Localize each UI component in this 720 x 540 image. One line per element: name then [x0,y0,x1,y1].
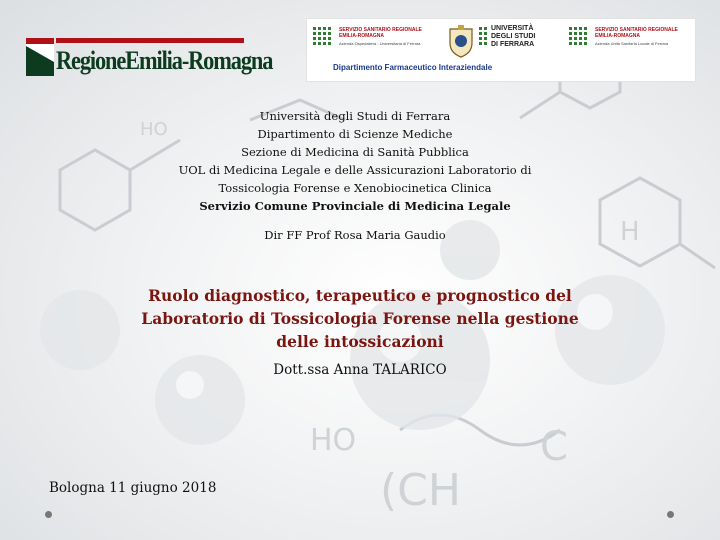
svg-text:HO: HO [310,423,357,458]
service-line: Servizio Comune Provinciale di Medicina Legale [199,199,511,213]
regione-logo-text: RegioneEmilia-Romagna [56,46,273,75]
university-crest-icon [447,25,475,59]
left-service-sub: Azienda Ospedaliera - Universitaria di Ferrara [339,41,421,46]
institution-line: Sezione di Medicina di Sanità Pubblica [241,145,469,159]
regione-emilia-romagna-flag-icon [26,38,54,76]
regione-logo-bar [56,38,244,43]
institution-line: Dipartimento di Scienze Mediche [257,127,453,141]
institution-line: Università degli Studi di Ferrara [259,109,451,123]
svg-text:H: H [620,217,640,247]
institution-line: Tossicologia Forense e Xenobiocinetica Clinica [218,181,492,195]
presentation-title [100,284,620,353]
presentation-date: Bologna 11 giugno 2018 [49,480,217,496]
title-line: delle intossicazioni [276,332,444,351]
ssr-grid-logo-left [313,27,333,49]
institution-block [130,107,580,215]
director-line: Dir FF Prof Rosa Maria Gaudio [264,228,446,242]
right-service-sub: Azienda Unità Sanitaria Locale di Ferrara [595,41,669,46]
ssr-grid-logo-right [569,27,589,49]
university-name: UNIVERSITÀ DEGLI STUDI DI FERRARA [491,25,536,48]
department-name: Dipartimento Farmaceutico Interaziendale [333,63,493,72]
author-name: Dott.ssa Anna TALARICO [273,362,447,378]
title-line: Ruolo diagnostico, terapeutico e prognostico del [148,286,572,305]
institution-line: UOL di Medicina Legale e delle Assicurazioni Laboratorio di [178,163,532,177]
title-line: Laboratorio di Tossicologia Forense nella gestione [141,309,579,328]
svg-text:C: C [540,424,568,470]
svg-text:HO: HO [140,119,168,140]
regione-emilia-romagna-logo [26,38,273,78]
partner-logos-banner [306,18,696,82]
right-service-name: SERVIZIO SANITARIO REGIONALE EMILIA-ROMAGNA [595,27,678,39]
left-service-name: SERVIZIO SANITARIO REGIONALE EMILIA-ROMAGNA [339,27,422,39]
svg-text:(CH: (CH [380,465,461,516]
corner-dot-right [667,511,674,518]
corner-dot-left [45,511,52,518]
